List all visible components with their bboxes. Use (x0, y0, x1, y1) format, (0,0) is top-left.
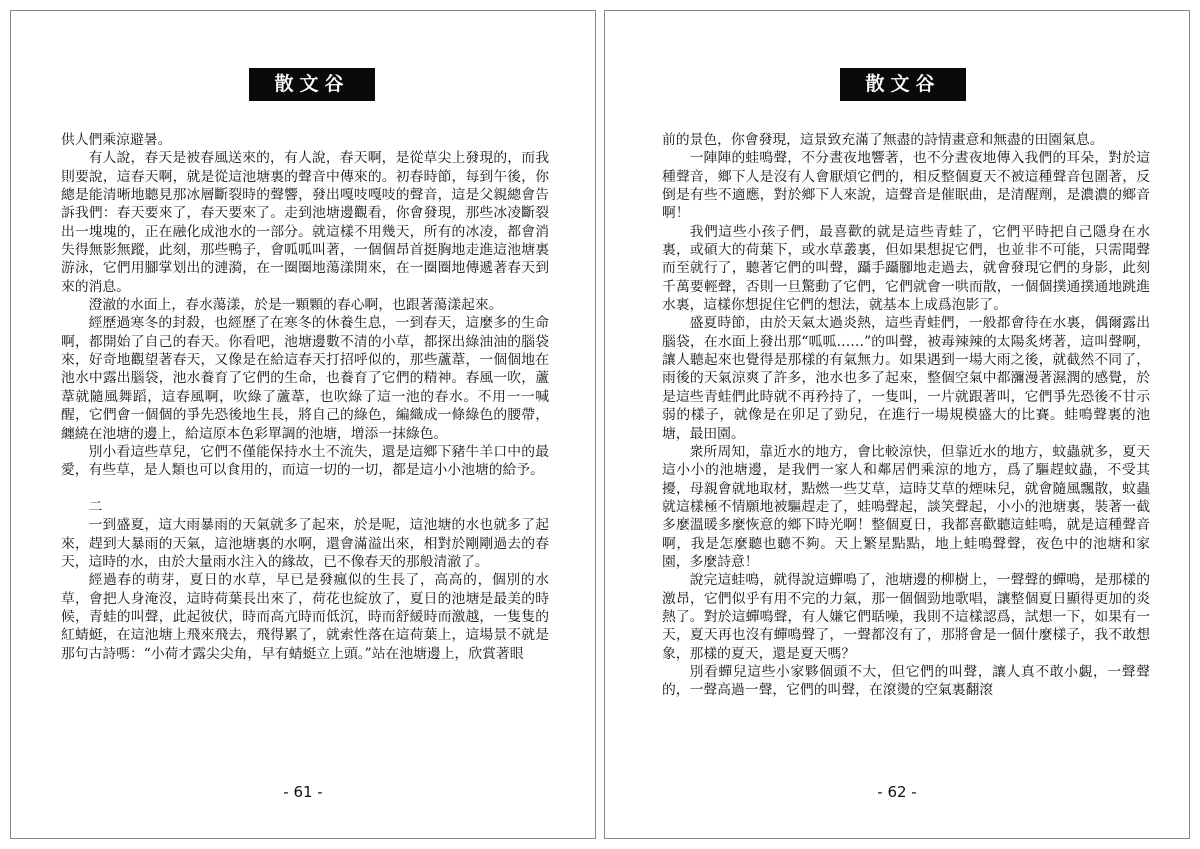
paragraph: 一到盛夏，這大雨暴雨的天氣就多了起來，於是呢，這池塘的水也就多了起來，趕到大暴雨的天氣，這池塘裏的水啊，還會滿溢出來，相對於剛剛過去的春天，這時的水，由於大量雨水注入的緣故，已不像春天的那般清澈了。 (61, 517, 549, 570)
book-title-banner: 散文谷 (840, 68, 966, 101)
blank-line (61, 480, 549, 498)
right-page (604, 10, 1190, 839)
page-number: - 62 - (877, 783, 917, 801)
paragraph: 前的景色，你會發現，這景致充滿了無盡的詩情畫意和無盡的田園氣息。 (662, 132, 1104, 148)
left-page (10, 10, 596, 839)
paragraph: 說完這蛙鳴，就得說這蟬鳴了，池塘邊的柳樹上，一聲聲的蟬鳴，是那樣的激昂，它們似乎有用不完的力氣，那一個個勁地歌唱，讓整個夏日顯得更加的炎熱了。對於這蟬鳴聲，有人嫌它們聒噪，我則不這樣認爲，試想一下，如果有一天，夏天再也沒有蟬鳴聲了，一聲都沒有了，那將會是一個什麼樣子，我不敢想象，那樣的夏天，還是夏天嗎？ (662, 572, 1150, 662)
paragraph: 衆所周知，靠近水的地方，會比較涼快，但靠近水的地方，蚊蟲就多，夏天這小小的池塘邊，是我們一家人和鄰居們乘涼的地方，爲了驅趕蚊蟲，不受其擾，母親會就地取材，點燃一些艾草，這時艾草的煙味兒，就會隨風飄散，蚊蟲就這樣極不情願地被驅趕走了，蛙鳴聲起，談笑聲起，小小的池塘裏，裝著一截多麼溫暖多麼恢意的鄉下時光啊！整個夏日，我都喜歡聽這蛙鳴，就是這種聲音啊，我是怎麼聽也聽不夠。天上繁星點點，地上蛙鳴聲聲，夜色中的池塘和家園，多麼詩意！ (662, 443, 1150, 570)
section-heading: 二 (88, 498, 103, 515)
page-body-text (662, 131, 1150, 700)
paragraph: 別看蟬兒這些小家夥個頭不大，但它們的叫聲，讓人真不敢小覷，一聲聲的，一聲高過一聲，它們的叫聲，在滾燙的空氣裏翻滾 (662, 663, 1150, 699)
paragraph: 供人們乘涼避暑。 (61, 132, 172, 148)
paragraph: 我們這些小孩子們，最喜歡的就是這些青蛙了，它們平時把自己隱身在水裏，或碩大的荷葉下，或水草叢裏，但如果想捉它們，也並非不可能，只需聞聲而至就行了，聽著它們的叫聲，躡手躡腳地走過去，就會發現它們的身影，此刻千萬要輕聲，否則一旦驚動了它們，它們就會一哄而散，一個個撲通撲通地跳進水裏，這樣你想捉住它們的想法，就基本上成爲泡影了。 (662, 223, 1150, 314)
paragraph: 澄澈的水面上，春水蕩漾，於是一顆顆的春心啊，也跟著蕩漾起來。 (88, 297, 503, 314)
paragraph: 別小看這些草兒，它們不僅能保持水土不流失，還是這鄉下豬牛羊口中的最愛，有些草，是人類也可以食用的，而這一切的一切，都是這小小池塘的給予。 (61, 443, 549, 479)
paragraph: 盛夏時節，由於天氣太過炎熱，這些青蛙們，一般都會待在水裏，偶爾露出腦袋，在水面上發出那“呱呱……”的叫聲，被毒辣辣的太陽炙烤著，這叫聲啊，讓人聽起來也覺得是那樣的有氣無力。如果遇到一場大雨之後，就截然不同了，雨後的天氣涼爽了許多，池水也多了起來，整個空氣中都瀰漫著濕潤的感覺，於是這些青蛙們此時就不再矜持了，一隻叫，一片就跟著叫，它們爭先恐後不甘示弱的樣子，就像是在卯足了勁兒，在進行一場規模盛大的比賽。蛙鳴聲裏的池塘，最田園。 (662, 315, 1150, 442)
book-title-banner: 散文谷 (249, 68, 375, 101)
page-body-text (61, 131, 549, 663)
paragraph: 一陣陣的蛙鳴聲，不分晝夜地響著，也不分晝夜地傳入我們的耳朵，對於這種聲音，鄉下人是沒有人會厭煩它們的，相反整個夏天不被這種聲音包圍著，反倒是有些不適應，對於鄉下人來說，這聲音是催眠曲，是清醒劑，是濃濃的鄉音啊！ (662, 150, 1150, 222)
paragraph: 有人說，春天是被春風送來的，有人說，春天啊，是從草尖上發現的，而我則要說，這春天啊，就是從這池塘裏的聲音中傳來的。初春時節，每到午後，你總是能清晰地聽見那冰層斷裂時的聲響，發出嘎吱嘎吱的聲音，這是父親總會告訴我們：春天要來了，春天要來了。走到池塘邊觀看，你會發現，那些冰凌斷裂出一塊塊的，正在融化成池水的一部分。就這樣不用幾天，所有的冰凌，都會消失得無影無蹤，此刻，那些鴨子，會呱呱叫著，一個個昂首挺胸地走進這池塘裏游泳，它們用腳掌划出的漣漪，在一圈圈地蕩漾開來，在一圈圈地傳遞著春天到來的消息。 (61, 150, 549, 295)
page-number: - 61 - (283, 783, 323, 801)
paragraph: 經過春的萌芽，夏日的水草，早已是發瘋似的生長了，高高的，個別的水草，會把人身淹沒，這時荷葉長出來了，荷花也綻放了，夏日的池塘是最美的時候，青蛙的叫聲，此起彼伏，時而高亢時而低沉，時而舒緩時而激越，一隻隻的紅蜻蜓，在這池塘上飛來飛去，飛得累了，就索性落在這荷葉上，這場景不就是那句古詩嗎：“小荷才露尖尖角，早有蜻蜓立上頭。”站在池塘邊上，欣賞著眼 (61, 572, 549, 662)
paragraph: 經歷過寒冬的封殺，也經歷了在寒冬的休養生息，一到春天，這麼多的生命啊，都開始了自己的春天。你看吧，池塘邊數不清的小草，都探出綠油油的腦袋來，好奇地觀望著春天，又像是在給這春天打招呼似的，那些蘆葦，一個個地在池水中露出腦袋，池水養育了它們的生命，也養育了它們的精神。春風一吹，蘆葦就隨風舞蹈，這春風啊，吹綠了蘆葦，也吹綠了這一池的春水。不用一一喊醒，它們會一個個的爭先恐後地生長，將自己的綠色，編織成一條綠色的腰帶，纏繞在池塘的邊上，給這原本色彩單調的池塘，增添一抹綠色。 (61, 315, 549, 442)
